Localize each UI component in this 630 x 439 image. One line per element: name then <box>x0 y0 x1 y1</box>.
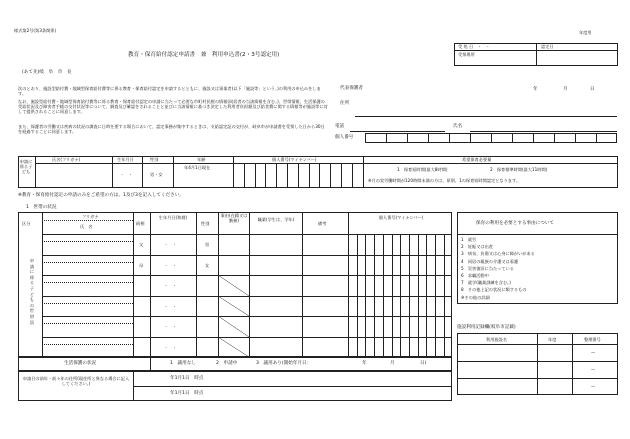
number-cell-divider <box>374 337 375 358</box>
applicant-birth-value[interactable]: ・ ・ <box>120 172 133 177</box>
number-cell-divider <box>418 337 419 358</box>
number-cell-divider <box>357 255 358 276</box>
form-number: 様式第2号(第3条関係) <box>14 28 57 33</box>
number-cell-divider <box>435 275 436 296</box>
col-member-sex: 性別 <box>201 221 210 226</box>
number-cell-divider <box>298 163 299 188</box>
address-line[interactable] <box>355 116 617 117</box>
col-applicant-name: 氏名(フリガナ) <box>52 157 81 162</box>
welfare-option-receiving[interactable]: 3 議用あり(開始年月日： <box>256 361 312 366</box>
name-line[interactable] <box>470 131 617 132</box>
number-cell-divider <box>392 234 393 255</box>
intro-paragraph-3: また、保護者の労働又は疾病の状況の調査に日時を要する場合において、認定事務が集中するときは、支給認定証の交付が、岐阜市が申請書を受領した日から30日を経過することに同意します。 <box>18 124 325 134</box>
member-sex[interactable]: 男 <box>205 242 210 247</box>
page-title: 教育・保育給付認定申請書 兼 利用申込書(2・3号認定用) <box>128 52 280 58</box>
furigana-divider <box>42 303 133 304</box>
col-enrolled: 事由(在籍又は勤務) <box>220 213 248 223</box>
number-cell-divider <box>554 133 555 143</box>
col-applicant-age: 年齢 <box>197 157 206 162</box>
number-cell-divider <box>444 296 445 317</box>
number-cell-divider <box>435 255 436 276</box>
furigana-divider <box>42 241 133 242</box>
name-label: 氏名 <box>453 124 463 129</box>
intro-paragraph-1: 次のとおり、施設型給付費・地域型保育給付費等に係る教育・保育給付認定を申請するとともに、施設又は事業者(以下「施設等」という。)の利用の申込みをします。 <box>18 86 321 96</box>
number-cell-divider <box>309 163 310 188</box>
not-applicable-slash <box>218 337 249 358</box>
certified-date-label: 認定日 <box>541 44 554 49</box>
section1-title: 1 世帯の状況 <box>26 205 57 210</box>
facility-dash-1: — <box>591 350 596 355</box>
number-cell-divider <box>426 296 427 317</box>
note-line: ※教育・保育給付認定の申請のみをご希望の方は、1及び3を記入してください。 <box>18 193 184 198</box>
number-cell-divider <box>357 234 358 255</box>
number-cell-divider <box>418 234 419 255</box>
previous-address-line1[interactable]: 年1月1日 時点 <box>170 376 204 381</box>
date-month: 月 <box>563 87 568 92</box>
number-cell-divider <box>449 133 450 143</box>
welfare-label: 生活保護の状況 <box>64 361 97 366</box>
reasons-title: 保育の利用を必要とする事由について <box>476 221 555 226</box>
number-cell-divider <box>374 275 375 296</box>
welfare-option-applying[interactable]: 2 申請中 <box>216 361 238 366</box>
furigana-divider <box>42 262 133 263</box>
number-cell-divider <box>491 133 492 143</box>
previous-address-line2[interactable]: 年1月1日 時点 <box>170 391 204 396</box>
number-cell-divider <box>418 296 419 317</box>
number-cell-divider <box>400 296 401 317</box>
member-birth[interactable]: ・ ・ <box>164 303 177 309</box>
number-cell-divider <box>409 316 410 337</box>
facility-dash-3: — <box>591 384 596 389</box>
number-cell-divider <box>409 234 410 255</box>
number-cell-divider <box>400 275 401 296</box>
number-cell-divider <box>392 337 393 358</box>
facility-dash-2: — <box>591 367 596 372</box>
number-cell-divider <box>357 296 358 317</box>
need-option-standard[interactable]: 2 保育標準時間(最大11時間) <box>490 167 548 172</box>
facility-title: 施設利用記録欄(岐阜市記載) <box>457 325 516 330</box>
welfare-option-none[interactable]: 1 議用なし <box>170 361 196 366</box>
col-job: 職業(学生は、学年) <box>257 217 295 222</box>
number-cell-divider <box>409 255 410 276</box>
member-relation[interactable]: 父 <box>139 242 144 247</box>
furigana-divider <box>42 323 133 324</box>
welfare-day: 日) <box>420 361 427 366</box>
applicant-sex-value[interactable]: 男・女 <box>150 172 163 177</box>
reason-item[interactable]: 2 妊娠又は出産 <box>461 244 493 250</box>
facility-col-staff: 整理番号 <box>584 337 601 342</box>
member-birth[interactable]: ・ ・ <box>164 283 177 288</box>
number-cell-divider <box>444 337 445 358</box>
furigana-divider <box>42 282 133 283</box>
number-cell-divider <box>444 275 445 296</box>
number-cell-divider <box>392 255 393 276</box>
household-side-label: 申請に係る子どもの世帯員 <box>29 258 35 325</box>
col-member-name: 氏 名 <box>80 224 93 229</box>
number-cell-divider <box>365 275 366 296</box>
col-applicant-number: 個人番号(マイナンバー) <box>272 157 317 162</box>
number-cell-divider <box>418 255 419 276</box>
member-sex[interactable]: 女 <box>205 262 210 268</box>
number-cell-divider <box>400 234 401 255</box>
facility-col-year: 年度 <box>548 337 557 342</box>
number-cell-divider <box>409 337 410 358</box>
number-cell-divider <box>428 133 429 143</box>
number-cell-divider <box>435 316 436 337</box>
number-cell-divider <box>265 163 266 188</box>
number-cell-divider <box>383 316 384 337</box>
address-label: 住所 <box>340 101 350 106</box>
welfare-month: 月 <box>390 361 395 366</box>
reason-item[interactable]: ※その他の詳細 <box>461 294 490 300</box>
number-cell-divider <box>409 296 410 317</box>
member-relation[interactable]: 母 <box>139 262 144 268</box>
number-cell-divider <box>244 163 245 188</box>
number-cell-divider <box>409 275 410 296</box>
number-cell-divider <box>435 296 436 317</box>
number-cell-divider <box>435 337 436 358</box>
number-cell-divider <box>533 133 534 143</box>
number-cell-divider <box>444 316 445 337</box>
number-cell-divider <box>392 296 393 317</box>
number-cell-divider <box>444 234 445 255</box>
number-cell-divider <box>383 234 384 255</box>
reason-item[interactable]: 7 就学(職業訓練を含む。) <box>461 280 511 286</box>
number-cell-divider <box>386 133 387 143</box>
number-cell-divider <box>319 163 320 188</box>
number-cell-divider <box>470 133 471 143</box>
reason-item[interactable]: 4 同居の親族の介護又は看護 <box>461 258 519 264</box>
number-cell-divider <box>352 163 353 188</box>
col-applicant-birth: 生年月日 <box>117 157 134 162</box>
number-cell-divider <box>407 133 408 143</box>
number-cell-divider <box>276 163 277 188</box>
previous-address-label: 申請日の前年・前々年の住所(現住所と異なる場合に記入してください。) <box>22 376 130 386</box>
col-kubun: 区分 <box>22 221 31 226</box>
number-cell-divider <box>400 316 401 337</box>
reason-item[interactable]: 1 就労 <box>461 237 477 242</box>
table-row-border <box>42 255 452 256</box>
reason-item[interactable]: 8 その他上記の状況に類するもの <box>461 287 527 293</box>
number-cell-divider <box>400 255 401 276</box>
number-cell-divider <box>383 275 384 296</box>
number-cell-divider <box>426 234 427 255</box>
number-cell-divider <box>392 275 393 296</box>
number-cell-divider <box>383 337 384 358</box>
reception-place-label: 受領場所 <box>458 52 475 57</box>
applicant-table <box>18 156 618 188</box>
col-relation: 続柄 <box>136 221 145 226</box>
number-cell-divider <box>341 163 342 188</box>
facility-col-name: 利用施設名 <box>486 337 507 342</box>
col-remarks: 備考 <box>318 221 327 226</box>
number-cell-divider <box>365 296 366 317</box>
reception-date-label: 受 処 日 ・ ・ <box>458 44 490 49</box>
number-cell-divider <box>374 234 375 255</box>
addressee: (あて先)岐 阜 市 長 <box>22 70 72 75</box>
member-birth[interactable]: ・ ・ <box>164 324 177 329</box>
reason-item[interactable]: 3 病気、負傷又は心身に障がいがある <box>461 251 535 257</box>
date-day: 日 <box>590 87 595 92</box>
number-cell-divider <box>426 316 427 337</box>
guardian-label: 代表保護者 <box>340 86 363 91</box>
number-cell-divider <box>392 316 393 337</box>
date-year: 年 <box>533 87 538 92</box>
applicant-age-sub: 年4月1日現在 <box>184 165 211 170</box>
intro-paragraph-2: なお、施設型給付費・地域型保育給付費等に係る教育・保育給付認定の申請に当たって必要な市町村民税の情報(同居者の当該情報を含む。)、世帯情報、生活保護の受給状況及び障害者手帳の交付状況等について、調査及び確認をされることと並びに当該情報に基づき決定した利用者負担額及び給食費に関する情報等が施設等に対して提供されることに同意します。 <box>18 99 328 114</box>
member-birth[interactable]: ・ ・ <box>164 344 177 350</box>
number-cell-divider <box>365 337 366 358</box>
phone-line[interactable] <box>350 131 445 132</box>
number-cell-divider <box>596 133 597 143</box>
number-cell-divider <box>383 296 384 317</box>
number-cell-divider <box>444 255 445 276</box>
reason-item[interactable]: 6 求職活動中 <box>461 273 489 278</box>
number-cell-divider <box>400 337 401 358</box>
number-cell-divider <box>357 316 358 337</box>
year-label: 年度用 <box>579 30 592 35</box>
number-cell-divider <box>426 255 427 276</box>
number-cell-divider <box>383 255 384 276</box>
member-birth[interactable]: ・ ・ <box>164 242 177 247</box>
number-cell-divider <box>330 163 331 188</box>
number-cell-divider <box>426 337 427 358</box>
number-cell-divider <box>374 316 375 337</box>
personal-number-label: 個人番号 <box>335 135 354 140</box>
number-cell-divider <box>365 255 366 276</box>
number-cell-divider <box>418 316 419 337</box>
number-cell-divider <box>418 275 419 296</box>
col-applicant-sex: 性別 <box>150 157 159 162</box>
number-cell-divider <box>365 234 366 255</box>
phone-label: 電話 <box>335 124 345 129</box>
number-cell-divider <box>575 133 576 143</box>
member-birth[interactable]: ・ ・ <box>164 262 177 268</box>
number-cell-divider <box>287 163 288 188</box>
not-applicable-slash <box>218 275 249 296</box>
number-cell-divider <box>357 337 358 358</box>
need-option-short[interactable]: 1 保育短時間(最大8時間) <box>397 167 448 172</box>
col-member-number: 個人番号(マイナンバー) <box>378 215 424 220</box>
number-cell-divider <box>435 234 436 255</box>
number-cell-divider <box>374 255 375 276</box>
applicant-side-label: 申請に係る子ども <box>19 159 33 174</box>
welfare-year: 年 <box>362 361 367 366</box>
col-member-birth: 生年月日(和暦) <box>158 215 188 220</box>
not-applicable-slash <box>218 316 249 337</box>
need-note: ※月の実労働時間が120時間未満の方は、原則、1の保育短時間認定となります。 <box>368 178 521 183</box>
reason-item[interactable]: 5 災害復旧に当たっている <box>461 265 514 271</box>
not-applicable-slash <box>218 296 249 317</box>
number-cell-divider <box>374 296 375 317</box>
number-cell-divider <box>426 275 427 296</box>
col-applicant-need: 希望保育必要量 <box>462 157 492 162</box>
number-cell-divider <box>512 133 513 143</box>
furigana-divider <box>42 344 133 345</box>
number-cell-divider <box>357 275 358 296</box>
number-cell-divider <box>255 163 256 188</box>
number-cell-divider <box>365 316 366 337</box>
col-furigana: フリガナ <box>82 214 99 219</box>
